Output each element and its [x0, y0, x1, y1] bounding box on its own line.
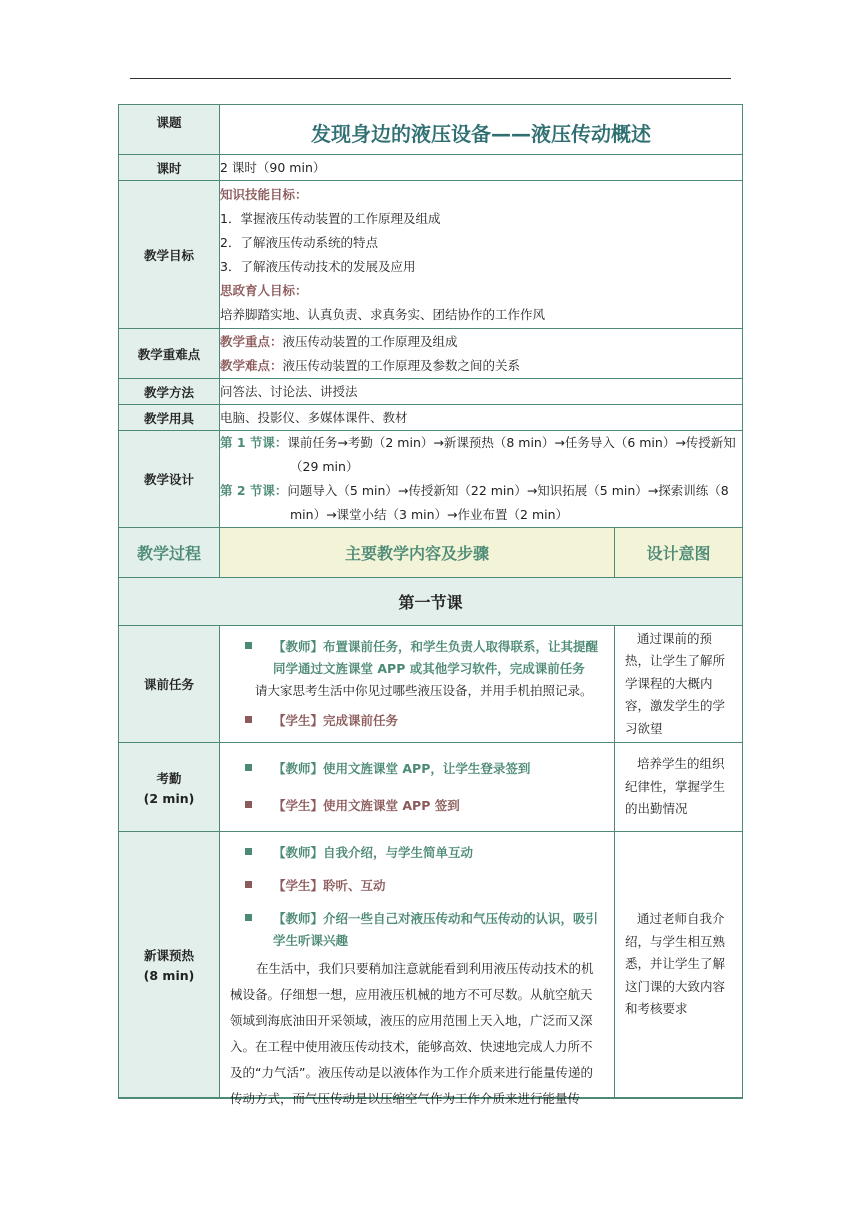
design-content [220, 431, 743, 528]
method-value: 问答法、讨论法、讲授法 [220, 379, 743, 405]
lesson2-text: 问题导入（5 min）→传授新知（22 min）→知识拓展（5 min）→探索训练（8 min）→课堂小结（3 min）→作业布置（2 min） [287, 483, 729, 522]
student-step: 【学生】聆听、互动 [243, 875, 604, 897]
row-process-header [119, 528, 743, 578]
attendance-intent: 培养学生的组织纪律性，掌握学生的出勤情况 [625, 756, 726, 817]
row-objectives [119, 181, 743, 329]
key-points-label: 教学重难点 [119, 329, 220, 379]
difficult-point-label: 教学难点： [220, 357, 283, 373]
key-point-text: 液压传动装置的工作原理及组成 [282, 333, 458, 349]
row-tools [119, 405, 743, 431]
design-label: 教学设计 [119, 431, 220, 528]
hours-label: 课时 [119, 155, 220, 181]
attendance-duration: (2 min) [143, 790, 195, 806]
warmup-intent-cell [615, 832, 743, 1098]
row-course-title [119, 105, 743, 155]
course-title-cell [220, 105, 743, 155]
teacher-step: 【教师】使用文旌课堂 APP，让学生登录签到 [243, 758, 604, 780]
lesson1-text: 课前任务→考勤（2 min）→新课预热（8 min）→任务导入（6 min）→传授新知（29 min） [287, 435, 736, 474]
square-bullet-icon [245, 642, 252, 649]
teacher-step: 【教师】介绍一些自己对液压传动和气压传动的认识，吸引学生听课兴趣 [243, 908, 604, 952]
row-section-title [119, 578, 743, 626]
knowledge-heading: 知识技能目标： [220, 186, 308, 202]
row-pre-class [119, 626, 743, 743]
row-design [119, 431, 743, 528]
key-point-label: 教学重点： [220, 333, 283, 349]
knowledge-item: 1．掌握液压传动装置的工作原理及组成 [220, 210, 441, 226]
student-step: 【学生】完成课前任务 [243, 710, 604, 732]
key-point-line [220, 330, 742, 354]
ideology-heading: 思政育人目标： [220, 282, 308, 298]
pre-class-intent: 通过课前的预热，让学生了解所学课程的大概内容，激发学生的学习欲望 [625, 630, 726, 736]
attendance-content [220, 743, 615, 832]
difficult-point-text: 液压传动装置的工作原理及参数之间的关系 [282, 357, 521, 373]
row-method [119, 379, 743, 405]
key-points-content [220, 329, 743, 379]
warmup-paragraph: 在生活中，我们只要稍加注意就能看到利用液压传动技术的机械设备。仔细想一想，应用液压机械的地方不可尽数。从航空航天领域到海底油田开采领域，液压的应用范围上天入地，广泛而又深入。在工程中使用液压传动技术，能够高效、快速地完成人力所不及的“力气活”。液压传动是以液体作为工作介质来进行能量传递的传动方式，而气压传动是以压缩空气作为工作介质来进行能量传 [230, 961, 594, 1106]
tools-value: 电脑、投影仪、多媒体课件、教材 [220, 405, 743, 431]
difficult-point-line [220, 354, 742, 378]
lesson1-label: 第 1 节课： [220, 435, 288, 450]
warmup-intent: 通过老师自我介绍，与学生相互熟悉，并让学生了解这门课的大致内容和考核要求 [625, 911, 726, 1016]
teacher-note: 请大家思考生活中你见过哪些液压设备，并用手机拍照记录。 [255, 683, 593, 698]
ideology-text: 培养脚踏实地、认真负责、求真务实、团结协作的工作作风 [220, 306, 546, 322]
attendance-label-cell [119, 743, 220, 832]
course-title-label: 课题 [119, 105, 220, 155]
lesson2-label: 第 2 节课： [220, 483, 288, 498]
process-header-col2: 主要教学内容及步骤 [220, 528, 615, 578]
warmup-label-cell [119, 832, 220, 1098]
warmup-label: 新课预热 [143, 947, 194, 963]
square-bullet-icon [245, 764, 252, 771]
tools-label: 教学用具 [119, 405, 220, 431]
square-bullet-icon [245, 848, 252, 855]
section-title: 第一节课 [119, 578, 743, 626]
square-bullet-icon [245, 881, 252, 888]
objectives-label: 教学目标 [119, 181, 220, 329]
student-step: 【学生】使用文旌课堂 APP 签到 [243, 795, 604, 817]
lesson1-line [220, 431, 742, 479]
method-label: 教学方法 [119, 379, 220, 405]
knowledge-item: 2．了解液压传动系统的特点 [220, 234, 378, 250]
lesson2-line [220, 479, 742, 527]
attendance-label: 考勤 [156, 770, 182, 786]
warmup-duration: (8 min) [143, 967, 195, 983]
square-bullet-icon [245, 801, 252, 808]
attendance-intent-cell [615, 743, 743, 832]
row-key-points [119, 329, 743, 379]
objectives-content [220, 181, 743, 329]
process-header-col1: 教学过程 [119, 528, 220, 578]
pre-class-label: 课前任务 [119, 626, 220, 743]
pre-class-content [220, 626, 615, 743]
teacher-step: 【教师】自我介绍，与学生简单互动 [243, 842, 604, 864]
header-rule [130, 78, 731, 79]
course-title: 发现身边的液压设备——液压传动概述 [311, 122, 651, 146]
warmup-content [220, 832, 615, 1106]
knowledge-item: 3．了解液压传动技术的发展及应用 [220, 258, 416, 274]
teacher-step: 【教师】布置课前任务，和学生负责人取得联系，让其提醒同学通过文旌课堂 APP 或其他学习软件，完成课前任务 [243, 636, 604, 680]
row-warmup [119, 832, 743, 1098]
square-bullet-icon [245, 716, 252, 723]
hours-value: 2 课时（90 min） [220, 155, 743, 181]
process-header-col3: 设计意图 [615, 528, 743, 578]
square-bullet-icon [245, 914, 252, 921]
pre-class-intent-cell [615, 626, 743, 743]
lesson-plan-table [118, 104, 743, 1106]
row-attendance [119, 743, 743, 832]
row-hours [119, 155, 743, 181]
